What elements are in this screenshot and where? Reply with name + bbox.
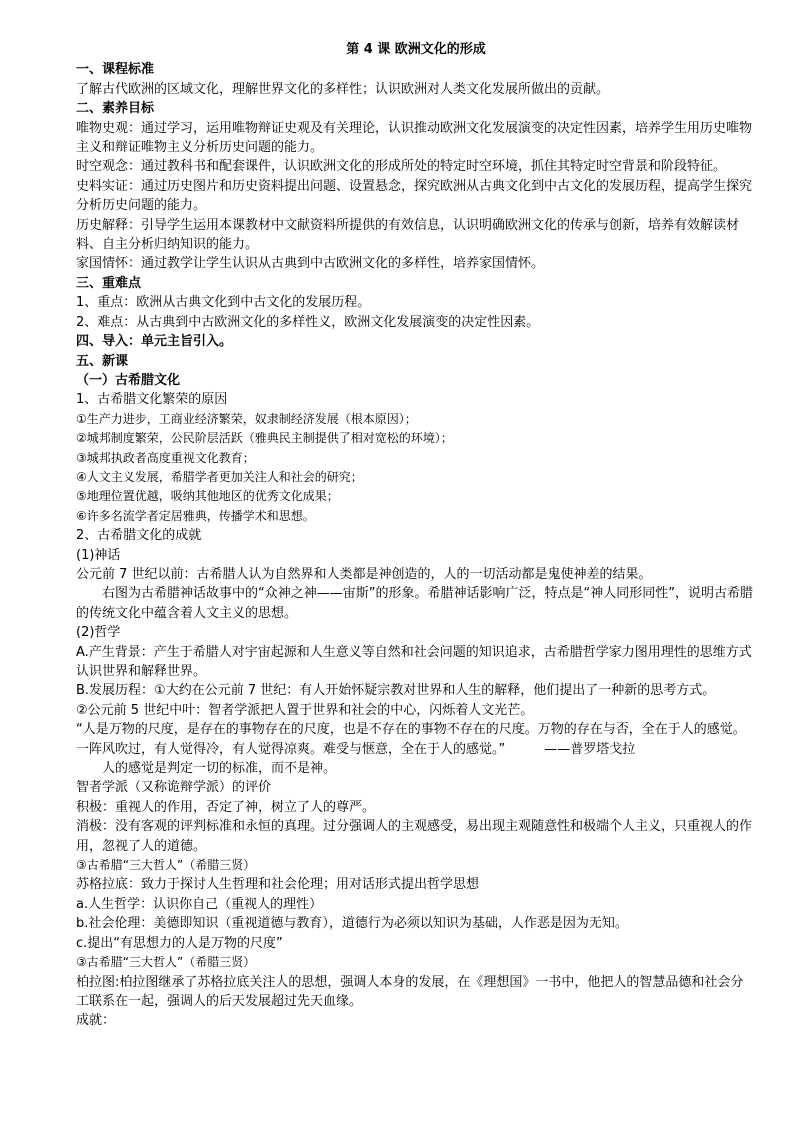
paragraph: ②公元前 5 世纪中叶：智者学派把人置于世界和社会的中心，闪烁着人文光芒。: [76, 702, 534, 718]
paragraph: 智者学派（又称诡辩学派）的评价: [76, 780, 272, 796]
paragraph: ③古希腊“三大哲人”（希腊三贤）: [76, 955, 256, 970]
paragraph: ①生产力进步，工商业经济繁荣，奴隶制经济发展（根本原因）；: [76, 411, 417, 426]
paragraph: ⑥许多名流学者定居雅典，传播学术和思想。: [76, 508, 315, 523]
paragraph: 1、古希腊文化繁荣的原因: [76, 392, 228, 408]
paragraph: 家国情怀：通过教学让学生认识从古典到中古欧洲文化的多样性，培养家国情怀。: [76, 256, 545, 272]
paragraph: 成就：: [76, 1013, 116, 1029]
section-heading: 一、课程标准: [76, 62, 155, 78]
paragraph: ③古希腊“三大哲人”（希腊三贤）: [76, 858, 256, 873]
paragraph: 史料实证：通过历史图片和历史资料提出问题、设置悬念，探究欧洲从古典文化到中古文化的发展历程，提高学生探究分析历史问题的能力。: [76, 178, 753, 214]
section-heading: 二、素养目标: [76, 101, 155, 117]
paragraph: 唯物史观：通过学习，运用唯物辩证史观及有关理论，认识推动欧洲文化发展演变的决定性因素，培养学生用历史唯物主义和辩证唯物主义分析历史问题的能力。: [76, 120, 753, 156]
paragraph: 2、古希腊文化的成就: [76, 528, 202, 544]
paragraph: (1)神话: [76, 547, 121, 563]
paragraph: 时空观念：通过教科书和配套课件，认识欧洲文化的形成所处的特定时空环境，抓住其特定时空背景和阶段特征。: [76, 159, 727, 175]
paragraph: 历史解释：引导学生运用本课教材中文献资料所提供的有效信息，认识明确欧洲文化的传承与创新，培养有效解读材料、自主分析归纳知识的能力。: [76, 217, 740, 253]
paragraph: ②城邦制度繁荣，公民阶层活跃（雅典民主制提供了相对宽松的环境）；: [76, 431, 453, 446]
paragraph: 柏拉图:柏拉图继承了苏格拉底关注人的思想，强调人本身的发展，在《理想国》一书中，他把人的智慧品德和社会分工联系在一起，强调人的后天发展超过先天血缘。: [76, 974, 744, 1009]
paragraph: c.提出“有思想力的人是万物的尺度”: [76, 935, 283, 951]
paragraph: “人是万物的尺度，是存在的事物存在的尺度，也是不存在的事物不存在的尺度。万物的存在与否，全在于人的感觉。一阵风吹过，有人觉得冷，有人觉得凉爽。难受与惬意，全在于人的感觉。” ——普罗塔戈拉: [76, 722, 746, 757]
document-page: [76, 40, 756, 1031]
paragraph: 公元前 7 世纪以前：古希腊人认为自然界和人类都是神创造的，人的一切活动都是鬼使神差的结果。: [76, 566, 652, 582]
paragraph: 人的感觉是判定一切的标准，而不是神。: [102, 761, 337, 777]
paragraph: B.发展历程：①大约在公元前 7 世纪：有人开始怀疑宗教对世界和人生的解释，他们提出了一种新的思考方式。: [76, 683, 716, 699]
paragraph: 苏格拉底：致力于探讨人生哲理和社会伦理；用对话形式提出哲学思想: [76, 877, 480, 893]
paragraph: a.人生哲学：认识你自己（重视人的理性）: [76, 896, 323, 912]
paragraph: 1、重点：欧洲从古典文化到中古文化的发展历程。: [76, 295, 371, 311]
paragraph: A.产生背景：产生于希腊人对宇宙起源和人生意义等自然和社会问题的知识追求，古希腊哲学家力图用理性的思维方式认识世界和解释世界。: [76, 644, 752, 679]
paragraph: 消极：没有客观的评判标准和永恒的真理。过分强调人的主观感受，易出现主观随意性和极端个人主义，只重视人的作用，忽视了人的道德。: [76, 819, 753, 854]
section-heading: 三、重难点: [76, 275, 142, 291]
paragraph: ⑤地理位置优越，吸纳其他地区的优秀文化成果；: [76, 489, 339, 504]
paragraph: 2、难点：从古典到中古欧洲文化的多样性义，欧洲文化发展演变的决定性因素。: [76, 314, 540, 330]
section-heading: （一）古希腊文化: [76, 372, 181, 388]
paragraph: (2)哲学: [76, 625, 121, 641]
paragraph: 积极：重视人的作用，否定了神，树立了人的尊严。: [76, 799, 376, 815]
lesson-title: 第 4 课 欧洲文化的形成: [346, 42, 486, 57]
paragraph: b.社会伦理：美德即知识（重视道德与教育），道德行为必须以知识为基础，人作恶是因为无知。: [76, 916, 628, 932]
section-heading: 五、新课: [76, 353, 129, 369]
paragraph: ③城邦执政者高度重视文化教育；: [76, 450, 255, 465]
document-body: [76, 60, 756, 1030]
paragraph: 了解古代欧洲的区域文化，理解世界文化的多样性；认识欧洲对人类文化发展所做出的贡献。: [76, 81, 610, 97]
paragraph: ④人文主义发展，希腊学者更加关注人和社会的研究；: [76, 469, 363, 484]
section-heading: 四、导入：单元主旨引入。: [76, 334, 233, 350]
paragraph: 右图为古希腊神话故事中的“众神之神——宙斯”的形象。希腊神话影响广泛，特点是“神人同形同性”，说明古希腊的传统文化中蕴含着人文主义的思想。: [76, 586, 753, 621]
